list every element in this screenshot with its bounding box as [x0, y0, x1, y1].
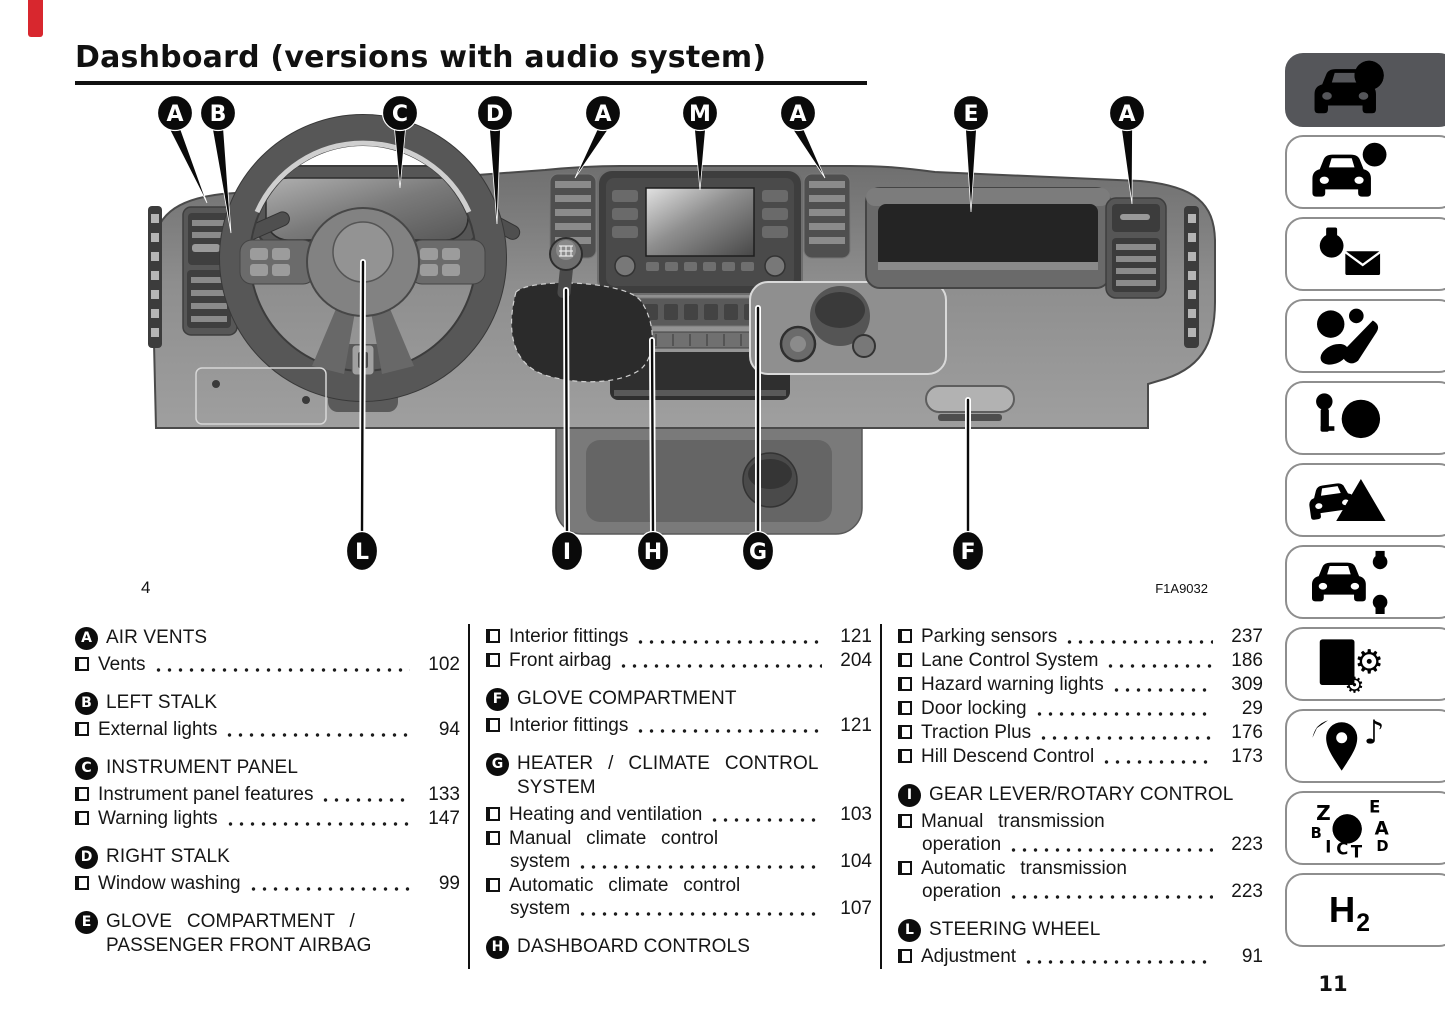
index-entry: [75, 872, 460, 895]
emergency-triangle-icon: [1295, 468, 1403, 532]
svg-text:I: I: [562, 540, 572, 565]
sidebar-index-search-button[interactable]: [1285, 791, 1445, 865]
checkbox-bullet-icon: [486, 878, 500, 892]
checkbox-bullet-icon: [898, 749, 912, 763]
entry-label: Lane Control System: [921, 650, 1099, 671]
section-letter-badge: L: [898, 919, 921, 942]
entry-label-line1: Automatic climate control: [509, 875, 741, 896]
index-entry: [486, 803, 872, 826]
index-entry: [75, 718, 460, 741]
svg-text:A: A: [594, 102, 612, 127]
index-section-header: [486, 935, 872, 959]
sidebar-car-search-button[interactable]: [1285, 53, 1445, 127]
entry-page-number: 121: [840, 626, 872, 647]
index-entry: [898, 673, 1263, 696]
svg-text:A: A: [1118, 102, 1136, 127]
entry-page-number: 223: [1231, 881, 1263, 902]
dot-leader: [153, 667, 410, 673]
dot-leader: [1038, 735, 1213, 741]
dot-leader: [1034, 711, 1213, 717]
section-letter-badge: F: [486, 688, 509, 711]
figure-code: F1A9032: [1155, 581, 1208, 596]
entry-label: Warning lights: [98, 808, 218, 829]
section-title: HEATER / CLIMATE CONTROL SYSTEM: [517, 753, 819, 798]
sidebar-key-warning-message-button[interactable]: [1285, 217, 1445, 291]
index-section-header: [898, 918, 1263, 942]
section-title: INSTRUMENT PANEL: [106, 757, 298, 778]
checkbox-bullet-icon: [486, 629, 500, 643]
index-entry: [898, 625, 1263, 648]
index-section-header: [75, 691, 460, 715]
index-entry: [898, 697, 1263, 720]
callout-pointer-C: [395, 129, 406, 188]
svg-text:G: G: [748, 540, 768, 565]
entry-page-number: 237: [1231, 626, 1263, 647]
svg-text:D: D: [485, 102, 505, 127]
index-section-header: [75, 626, 460, 650]
dot-leader: [618, 663, 822, 669]
section-letter-badge: D: [75, 846, 98, 869]
dot-leader: [1101, 759, 1213, 765]
entry-label: Front airbag: [509, 650, 612, 671]
callout-pointer-D: [490, 129, 501, 224]
entry-label-line1: Manual transmission: [921, 811, 1105, 832]
section-title: LEFT STALK: [106, 692, 218, 713]
index-entry: [898, 857, 1263, 903]
entry-page-number: 186: [1231, 650, 1263, 671]
svg-text:M: M: [689, 102, 711, 127]
index-entry: [898, 810, 1263, 856]
sidebar-multimedia-nav-button[interactable]: [1285, 709, 1445, 783]
checkbox-bullet-icon: [898, 725, 912, 739]
checkbox-bullet-icon: [898, 814, 912, 828]
checkbox-bullet-icon: [898, 701, 912, 715]
dashboard-diagram: [0, 92, 1445, 620]
sidebar-car-info-button[interactable]: [1285, 135, 1445, 209]
entry-label: Window washing: [98, 873, 241, 894]
index-section-header: [75, 845, 460, 869]
checkbox-bullet-icon: [898, 677, 912, 691]
dot-leader: [577, 911, 822, 917]
sidebar-car-wrench-button[interactable]: [1285, 545, 1445, 619]
section-title: GLOVE COMPARTMENT: [517, 688, 737, 709]
entry-label: Heating and ventilation: [509, 804, 703, 825]
checkbox-bullet-icon: [898, 861, 912, 875]
section-letter-badge: G: [486, 753, 509, 776]
entry-label: Vents: [98, 654, 146, 675]
index-entry: [75, 783, 460, 806]
svg-text:B: B: [209, 102, 227, 127]
car-wrench-icon: [1295, 550, 1403, 614]
svg-text:A: A: [166, 102, 184, 127]
sidebar-emergency-triangle-button[interactable]: [1285, 463, 1445, 537]
entry-label: operation: [922, 881, 1002, 902]
entry-page-number: 91: [1241, 946, 1263, 967]
dot-leader: [635, 728, 822, 734]
index-entry: [898, 945, 1263, 968]
dot-leader: [1023, 959, 1213, 965]
checkbox-bullet-icon: [486, 807, 500, 821]
section-nav-sidebar: [1285, 53, 1445, 947]
dot-leader: [635, 639, 822, 645]
checkbox-bullet-icon: [898, 653, 912, 667]
entry-label: operation: [922, 834, 1002, 855]
svg-text:E: E: [963, 102, 979, 127]
index-column-3: [880, 624, 1271, 969]
entry-page-number: 99: [438, 873, 460, 894]
svg-text:A: A: [789, 102, 807, 127]
entry-page-number: 121: [840, 715, 872, 736]
entry-label: Hill Descend Control: [921, 746, 1095, 767]
section-letter-badge: B: [75, 692, 98, 715]
index-entry: [486, 625, 872, 648]
dot-leader: [1064, 639, 1213, 645]
entry-label: External lights: [98, 719, 218, 740]
entry-label-line1: Manual climate control: [509, 828, 719, 849]
dot-leader: [225, 821, 410, 827]
checkbox-bullet-icon: [486, 653, 500, 667]
entry-label: Adjustment: [921, 946, 1017, 967]
entry-page-number: 29: [1241, 698, 1263, 719]
index-entry: [898, 649, 1263, 672]
page-title: Dashboard (versions with audio system): [75, 40, 867, 85]
section-title: STEERING WHEEL: [929, 919, 1101, 940]
callout-pointer-M: [695, 129, 706, 190]
svg-text:H: H: [643, 540, 663, 565]
entry-label: Hazard warning lights: [921, 674, 1104, 695]
entry-page-number: 309: [1231, 674, 1263, 695]
svg-text:F: F: [960, 540, 976, 565]
checkbox-bullet-icon: [486, 718, 500, 732]
figure-number: 4: [141, 578, 151, 597]
entry-page-number: 102: [428, 654, 460, 675]
index-entry: [486, 649, 872, 672]
checkbox-bullet-icon: [75, 657, 89, 671]
index-entry: [75, 653, 460, 676]
callout-pointer-A: [793, 129, 826, 178]
index-search-icon: [1295, 796, 1403, 860]
callout-pointer-A: [575, 129, 609, 178]
checkbox-bullet-icon: [75, 787, 89, 801]
checklist-gears-icon: [1295, 632, 1403, 696]
index-column-1: [75, 624, 468, 969]
checkbox-bullet-icon: [75, 722, 89, 736]
entry-page-number: 94: [438, 719, 460, 740]
svg-text:L: L: [354, 540, 370, 565]
multimedia-nav-icon: [1295, 714, 1403, 778]
sidebar-h2-button[interactable]: [1285, 873, 1445, 947]
entry-label: system: [510, 851, 571, 872]
dot-leader: [1008, 847, 1213, 853]
section-letter-badge: A: [75, 627, 98, 650]
index-section-header: [486, 752, 872, 800]
airbag-safety-icon: [1295, 304, 1403, 368]
callout-pointer-A: [1122, 129, 1133, 204]
checkbox-bullet-icon: [898, 949, 912, 963]
entry-page-number: 204: [840, 650, 872, 671]
car-search-icon: [1295, 58, 1403, 122]
index-entry: [898, 721, 1263, 744]
entry-page-number: 107: [840, 898, 872, 919]
dot-leader: [709, 817, 822, 823]
section-title: AIR VENTS: [106, 627, 208, 648]
index-section-header: [898, 783, 1263, 807]
sidebar-key-steering-button[interactable]: [1285, 381, 1445, 455]
entry-label: Door locking: [921, 698, 1027, 719]
sidebar-checklist-gears-button[interactable]: [1285, 627, 1445, 701]
sidebar-airbag-safety-button[interactable]: [1285, 299, 1445, 373]
index-entry: [898, 745, 1263, 768]
svg-text:C: C: [391, 102, 409, 127]
entry-label: Instrument panel features: [98, 784, 314, 805]
entry-page-number: 133: [428, 784, 460, 805]
section-letter-badge: I: [898, 784, 921, 807]
entry-page-number: 103: [840, 804, 872, 825]
section-letter-badge: E: [75, 911, 98, 934]
index-section-header: [75, 756, 460, 780]
checkbox-bullet-icon: [75, 876, 89, 890]
entry-page-number: 176: [1231, 722, 1263, 743]
entry-page-number: 147: [428, 808, 460, 829]
section-title: RIGHT STALK: [106, 846, 230, 867]
callout-pointer-A: [170, 129, 208, 203]
index-section-header: [486, 687, 872, 711]
entry-label: Parking sensors: [921, 626, 1058, 647]
dot-leader: [577, 864, 822, 870]
entry-label: Interior fittings: [509, 715, 629, 736]
car-info-icon: [1295, 140, 1403, 204]
section-letter-badge: H: [486, 936, 509, 959]
dot-leader: [248, 886, 410, 892]
key-warning-message-icon: [1295, 222, 1403, 286]
dot-leader: [1111, 687, 1213, 693]
index-entry: [486, 714, 872, 737]
section-title: GLOVE COMPARTMENT / PASSENGER FRONT AIRBAG: [106, 911, 372, 956]
entry-label: Traction Plus: [921, 722, 1032, 743]
entry-label: system: [510, 898, 571, 919]
section-title: DASHBOARD CONTROLS: [517, 936, 751, 957]
callout-overlay: [0, 92, 1445, 620]
callout-pointer-B: [213, 129, 232, 233]
dot-leader: [320, 797, 410, 803]
dashboard-index: [75, 624, 1271, 969]
index-entry: [486, 827, 872, 873]
entry-page-number: 223: [1231, 834, 1263, 855]
index-entry: [486, 874, 872, 920]
section-letter-badge: C: [75, 757, 98, 780]
dot-leader: [224, 732, 410, 738]
checkbox-bullet-icon: [898, 629, 912, 643]
section-color-tab: [28, 0, 43, 37]
entry-page-number: 104: [840, 851, 872, 872]
checkbox-bullet-icon: [75, 811, 89, 825]
entry-page-number: 173: [1231, 746, 1263, 767]
callout-pointer-E: [966, 129, 977, 212]
index-entry: [75, 807, 460, 830]
h2-icon: [1295, 878, 1403, 942]
section-title: GEAR LEVER/ROTARY CONTROL: [929, 784, 1234, 805]
key-steering-icon: [1295, 386, 1403, 450]
index-section-header: [75, 910, 460, 958]
dot-leader: [1008, 894, 1213, 900]
entry-label-line1: Automatic transmission: [921, 858, 1127, 879]
index-column-2: [468, 624, 880, 969]
dot-leader: [1105, 663, 1213, 669]
checkbox-bullet-icon: [486, 831, 500, 845]
entry-label: Interior fittings: [509, 626, 629, 647]
page-number: 11: [1318, 972, 1348, 996]
